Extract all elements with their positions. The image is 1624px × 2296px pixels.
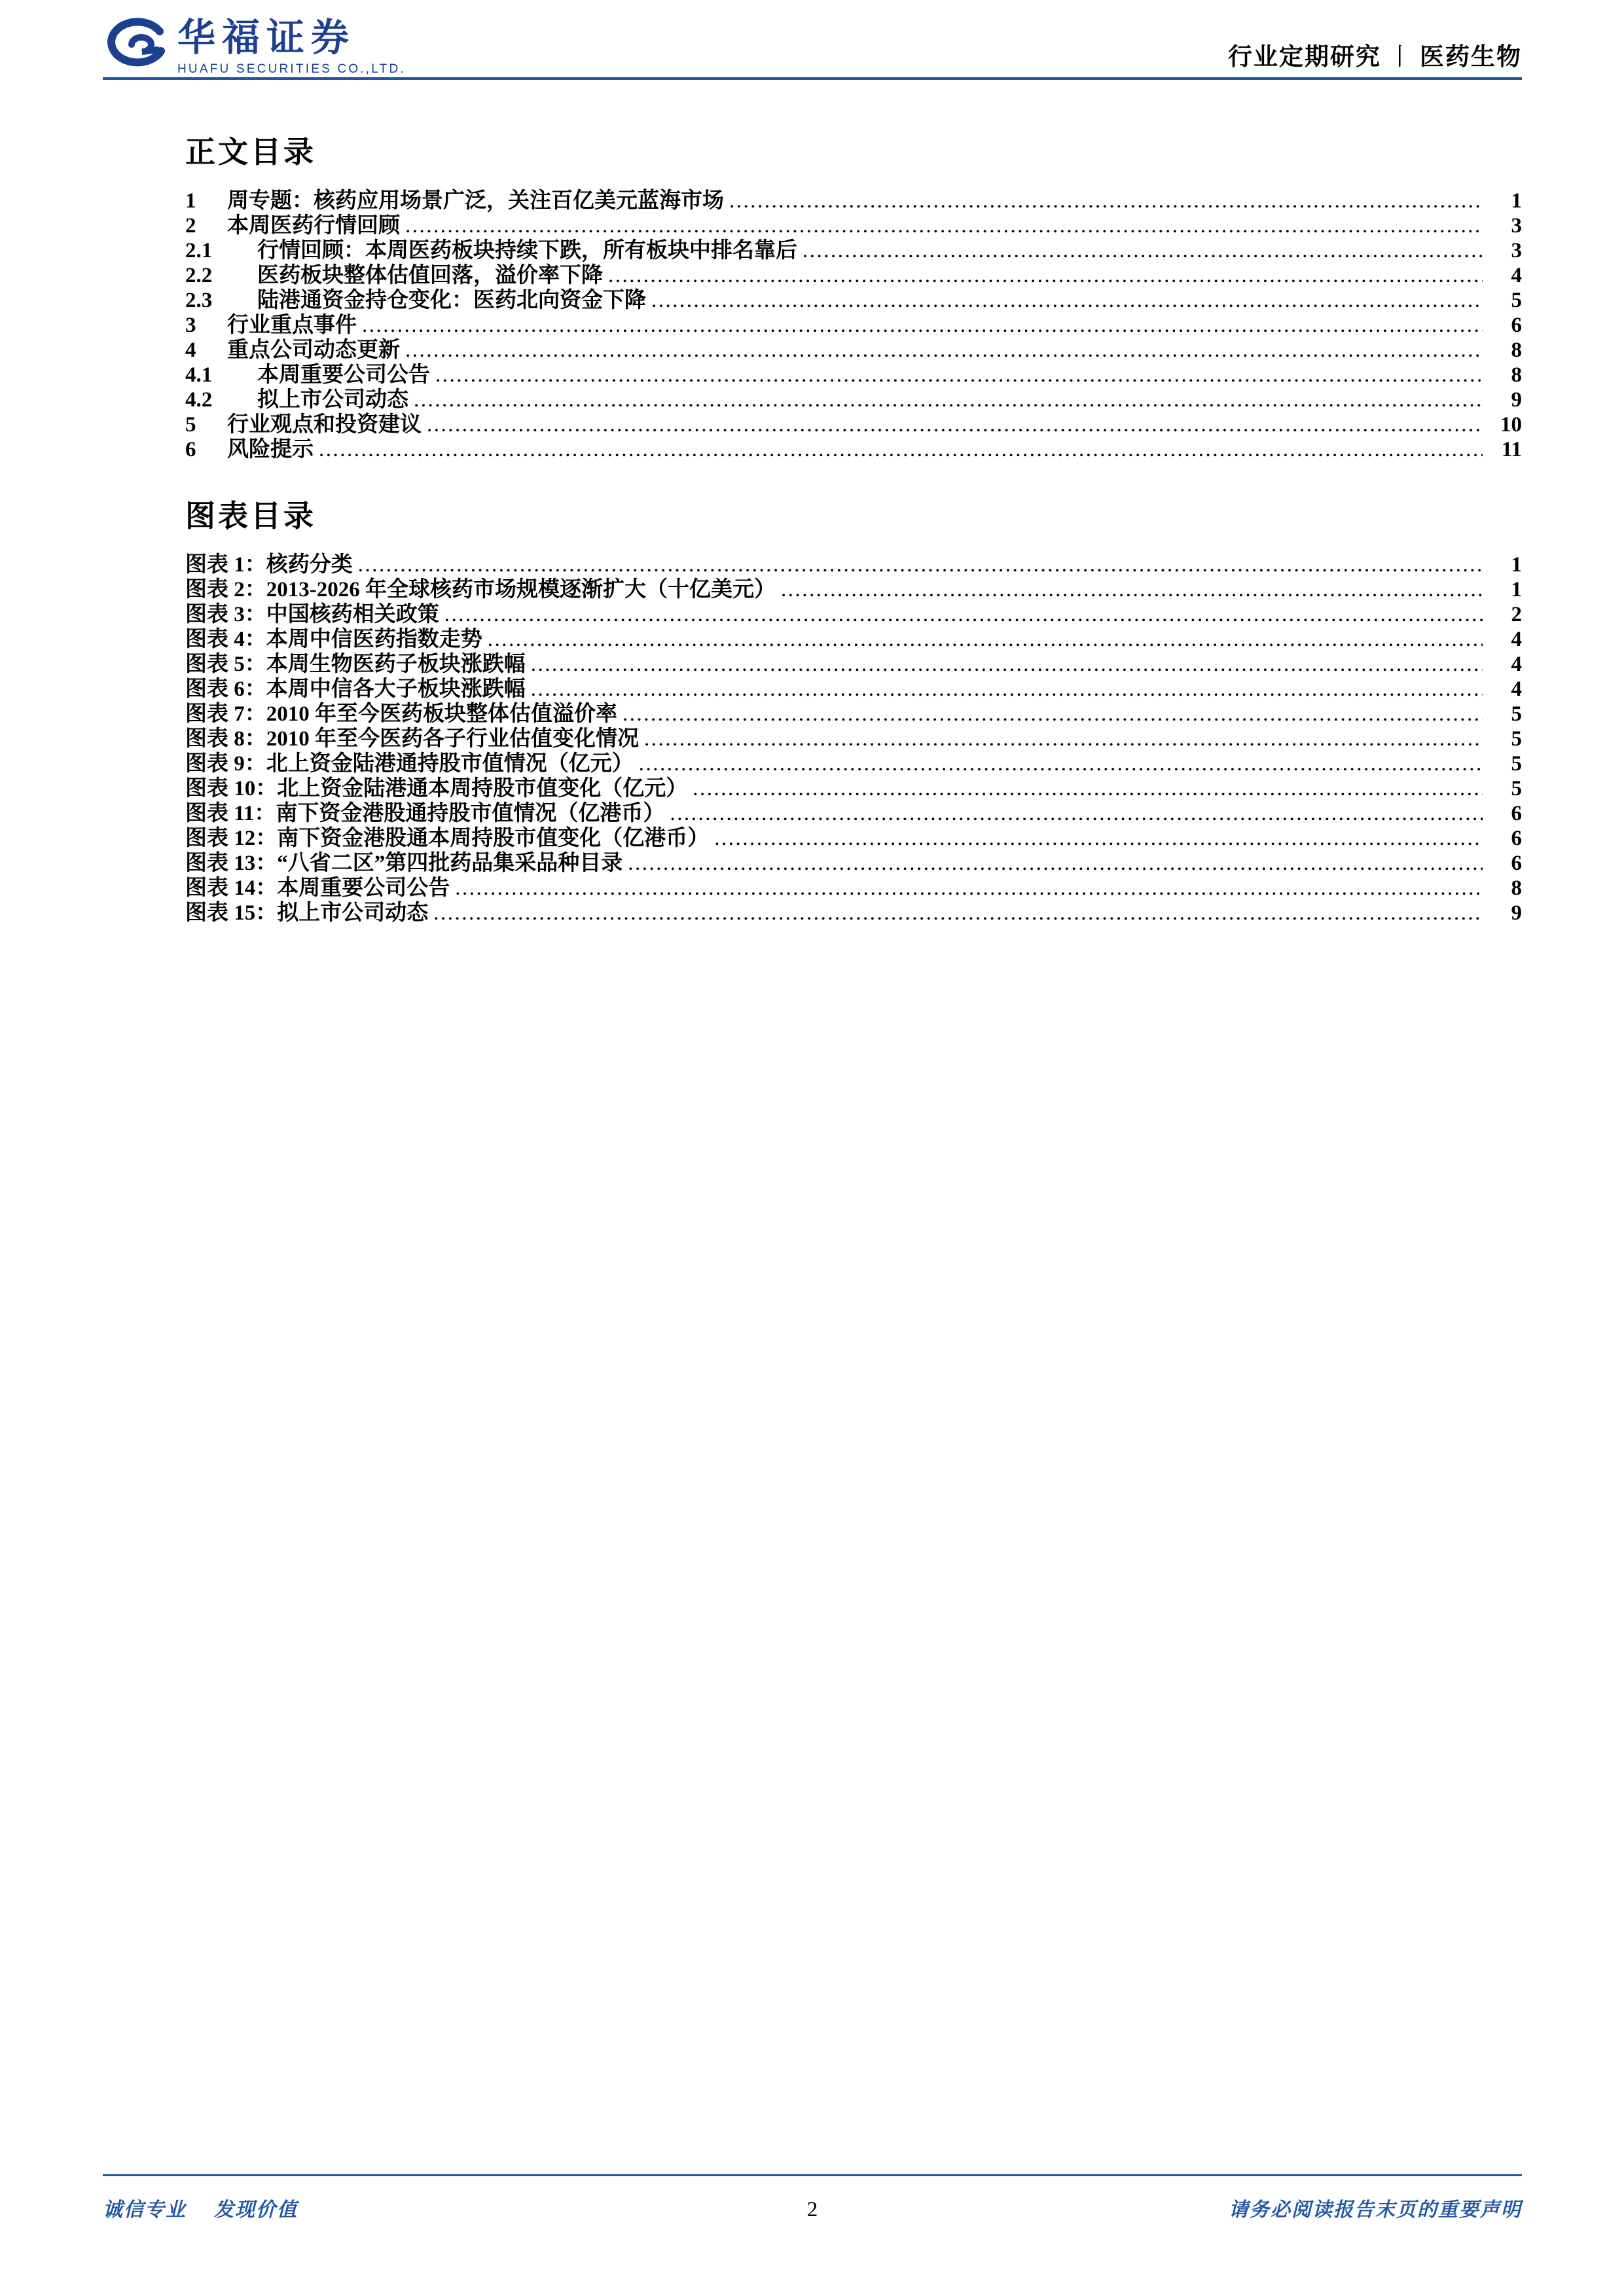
figure-item-page: 5 bbox=[1511, 752, 1522, 776]
figure-item[interactable] bbox=[185, 652, 1522, 677]
toc-item-number: 2.3 bbox=[185, 289, 213, 312]
figure-item-label: 图表 3：中国核药相关政策 bbox=[185, 603, 439, 626]
toc-item-page: 4 bbox=[1511, 264, 1522, 287]
dot-leader bbox=[414, 387, 1483, 412]
figure-item-page: 2 bbox=[1511, 603, 1522, 626]
header-divider bbox=[103, 77, 1522, 80]
toc-item-number: 2.2 bbox=[185, 264, 213, 287]
page-footer bbox=[103, 2174, 1522, 2222]
company-name: 华福证券 bbox=[177, 16, 356, 59]
footer-divider bbox=[103, 2174, 1522, 2176]
dot-leader bbox=[405, 213, 1483, 238]
report-category bbox=[1228, 37, 1522, 72]
page-number: 2 bbox=[806, 2198, 818, 2221]
dot-leader bbox=[651, 288, 1483, 313]
figure-item[interactable] bbox=[185, 602, 1522, 627]
toc-item-number: 5 bbox=[185, 413, 196, 437]
toc-item-number: 6 bbox=[185, 438, 196, 461]
toc-item[interactable] bbox=[185, 387, 1522, 412]
toc-item[interactable] bbox=[185, 263, 1522, 288]
dot-leader bbox=[433, 901, 1483, 925]
figure-item-page: 1 bbox=[1511, 553, 1522, 577]
toc-item-label: 行情回顾：本周医药板块持续下跌，所有板块中排名靠后 bbox=[257, 239, 797, 262]
figure-item[interactable] bbox=[185, 702, 1522, 726]
huafu-logo-icon bbox=[103, 17, 168, 72]
toc-item[interactable] bbox=[185, 188, 1522, 213]
figure-item-label: 图表 10：北上资金陆港通本周持股市值变化（亿元） bbox=[185, 777, 688, 800]
dot-leader bbox=[608, 263, 1483, 288]
figure-item-page: 6 bbox=[1511, 852, 1522, 875]
figure-item-label: 图表 7：2010 年至今医药板块整体估值溢价率 bbox=[185, 702, 617, 726]
dot-leader bbox=[488, 627, 1483, 652]
figure-item[interactable] bbox=[185, 801, 1522, 826]
dot-leader bbox=[644, 726, 1483, 751]
toc-item[interactable] bbox=[185, 363, 1522, 387]
figure-item-label: 图表 8：2010 年至今医药各子行业估值变化情况 bbox=[185, 727, 639, 751]
dot-leader bbox=[455, 876, 1483, 901]
toc-item-page: 10 bbox=[1500, 413, 1522, 437]
figure-item-page: 6 bbox=[1511, 802, 1522, 825]
figure-list bbox=[185, 552, 1522, 925]
toc-item-page: 11 bbox=[1501, 438, 1522, 461]
figure-item[interactable] bbox=[185, 677, 1522, 702]
toc-item[interactable] bbox=[185, 338, 1522, 363]
company-name-en: HUAFU SECURITIES CO.,LTD. bbox=[177, 62, 406, 76]
industry-label: 医药生物 bbox=[1420, 44, 1522, 71]
toc-item-page: 3 bbox=[1511, 214, 1522, 238]
toc-item-label: 本周医药行情回顾 bbox=[227, 214, 400, 238]
figure-item-label: 图表 4：本周中信医药指数走势 bbox=[185, 628, 482, 651]
figure-item-label: 图表 15：拟上市公司动态 bbox=[185, 901, 429, 925]
toc-item-page: 6 bbox=[1511, 314, 1522, 337]
figure-item-label: 图表 5：本周生物医药子板块涨跌幅 bbox=[185, 653, 526, 676]
toc-item-page: 8 bbox=[1511, 363, 1522, 387]
figure-item[interactable] bbox=[185, 826, 1522, 851]
figure-item-label: 图表 1：核药分类 bbox=[185, 553, 353, 577]
toc-item-page: 5 bbox=[1511, 289, 1522, 312]
toc-item[interactable] bbox=[185, 238, 1522, 263]
figure-item-label: 图表 9：北上资金陆港通持股市值情况（亿元） bbox=[185, 752, 634, 776]
toc-item[interactable] bbox=[185, 213, 1522, 238]
footer-slogan-1: 诚信专业 bbox=[103, 2199, 187, 2221]
dot-leader bbox=[405, 338, 1483, 363]
figure-item-page: 1 bbox=[1511, 578, 1522, 601]
figure-item-page: 5 bbox=[1511, 777, 1522, 800]
toc-item[interactable] bbox=[185, 288, 1522, 313]
toc-item-label: 风险提示 bbox=[227, 438, 314, 461]
company-logo bbox=[103, 17, 406, 77]
dot-leader bbox=[639, 751, 1483, 776]
dot-leader bbox=[427, 412, 1483, 437]
dot-leader bbox=[319, 437, 1483, 462]
figure-item-page: 4 bbox=[1511, 628, 1522, 651]
toc-item-number: 2 bbox=[185, 214, 196, 238]
figure-item[interactable] bbox=[185, 851, 1522, 876]
dot-leader bbox=[714, 826, 1483, 851]
footer-slogan bbox=[103, 2193, 807, 2222]
toc-item-page: 3 bbox=[1511, 239, 1522, 262]
toc-item-number: 4.2 bbox=[185, 388, 213, 412]
figure-item-page: 4 bbox=[1511, 653, 1522, 676]
figure-item-label: 图表 13：“八省二区”第四批药品集采品种目录 bbox=[185, 852, 623, 875]
figure-item[interactable] bbox=[185, 776, 1522, 801]
footer-slogan-2: 发现价值 bbox=[214, 2199, 298, 2221]
figure-item[interactable] bbox=[185, 577, 1522, 602]
dot-leader bbox=[362, 313, 1483, 338]
document-body bbox=[185, 128, 1522, 925]
toc-item-label: 陆港通资金持仓变化：医药北向资金下降 bbox=[257, 289, 646, 312]
dot-leader bbox=[358, 552, 1483, 577]
dot-leader bbox=[803, 238, 1483, 263]
figure-item-label: 图表 14：本周重要公司公告 bbox=[185, 876, 450, 900]
dot-leader bbox=[623, 702, 1483, 726]
figure-item[interactable] bbox=[185, 876, 1522, 901]
footer-disclaimer: 请务必阅读报告末页的重要声明 bbox=[1229, 2199, 1522, 2221]
dot-leader bbox=[628, 851, 1483, 876]
dot-leader bbox=[693, 776, 1483, 801]
figure-item-label: 图表 12：南下资金港股通本周持股市值变化（亿港币） bbox=[185, 827, 710, 850]
toc-item-page: 8 bbox=[1511, 338, 1522, 362]
toc-item[interactable] bbox=[185, 412, 1522, 437]
figure-item-label: 图表 11：南下资金港股通持股市值情况（亿港币） bbox=[185, 802, 665, 825]
toc-item-label: 行业重点事件 bbox=[227, 314, 357, 337]
toc-item-label: 拟上市公司动态 bbox=[257, 388, 408, 412]
toc-item-number: 3 bbox=[185, 314, 196, 337]
toc-item-number: 1 bbox=[185, 189, 196, 213]
figure-item-label: 图表 2：2013-2026 年全球核药市场规模逐渐扩大（十亿美元） bbox=[185, 578, 776, 601]
toc-item-number: 2.1 bbox=[185, 239, 213, 262]
figure-item[interactable] bbox=[185, 552, 1522, 577]
figure-item-label: 图表 6：本周中信各大子板块涨跌幅 bbox=[185, 677, 526, 701]
toc-item-label: 周专题：核药应用场景广泛，关注百亿美元蓝海市场 bbox=[227, 189, 724, 213]
toc-item-page: 9 bbox=[1511, 388, 1522, 412]
figure-item[interactable] bbox=[185, 901, 1522, 925]
figure-item[interactable] bbox=[185, 627, 1522, 652]
figures-title: 图表目录 bbox=[185, 499, 316, 533]
figure-item-page: 8 bbox=[1511, 876, 1522, 900]
toc-item[interactable] bbox=[185, 313, 1522, 338]
dot-leader bbox=[729, 188, 1483, 213]
toc-item[interactable] bbox=[185, 437, 1522, 462]
dot-leader bbox=[531, 677, 1483, 702]
figure-item-page: 5 bbox=[1511, 702, 1522, 726]
toc-item-label: 行业观点和投资建议 bbox=[227, 413, 422, 437]
toc-item-number: 4 bbox=[185, 338, 196, 362]
figure-item-page: 4 bbox=[1511, 677, 1522, 701]
dot-leader bbox=[781, 577, 1483, 602]
toc-item-label: 医药板块整体估值回落，溢价率下降 bbox=[257, 264, 603, 287]
toc-title: 正文目录 bbox=[185, 135, 316, 169]
header-separator: 丨 bbox=[1388, 44, 1413, 71]
figure-item[interactable] bbox=[185, 751, 1522, 776]
report-type-label: 行业定期研究 bbox=[1228, 44, 1381, 71]
toc-item-number: 4.1 bbox=[185, 363, 213, 387]
toc-item-label: 重点公司动态更新 bbox=[227, 338, 400, 362]
dot-leader bbox=[444, 602, 1483, 627]
toc-item-page: 1 bbox=[1511, 189, 1522, 213]
figure-item-page: 6 bbox=[1511, 827, 1522, 850]
dot-leader bbox=[670, 801, 1483, 826]
toc-list bbox=[185, 188, 1522, 462]
figure-item-page: 9 bbox=[1511, 901, 1522, 925]
dot-leader bbox=[531, 652, 1483, 677]
page-header bbox=[103, 16, 1522, 76]
dot-leader bbox=[435, 363, 1483, 387]
figure-item-page: 5 bbox=[1511, 727, 1522, 751]
toc-item-label: 本周重要公司公告 bbox=[257, 363, 430, 387]
figure-item[interactable] bbox=[185, 726, 1522, 751]
